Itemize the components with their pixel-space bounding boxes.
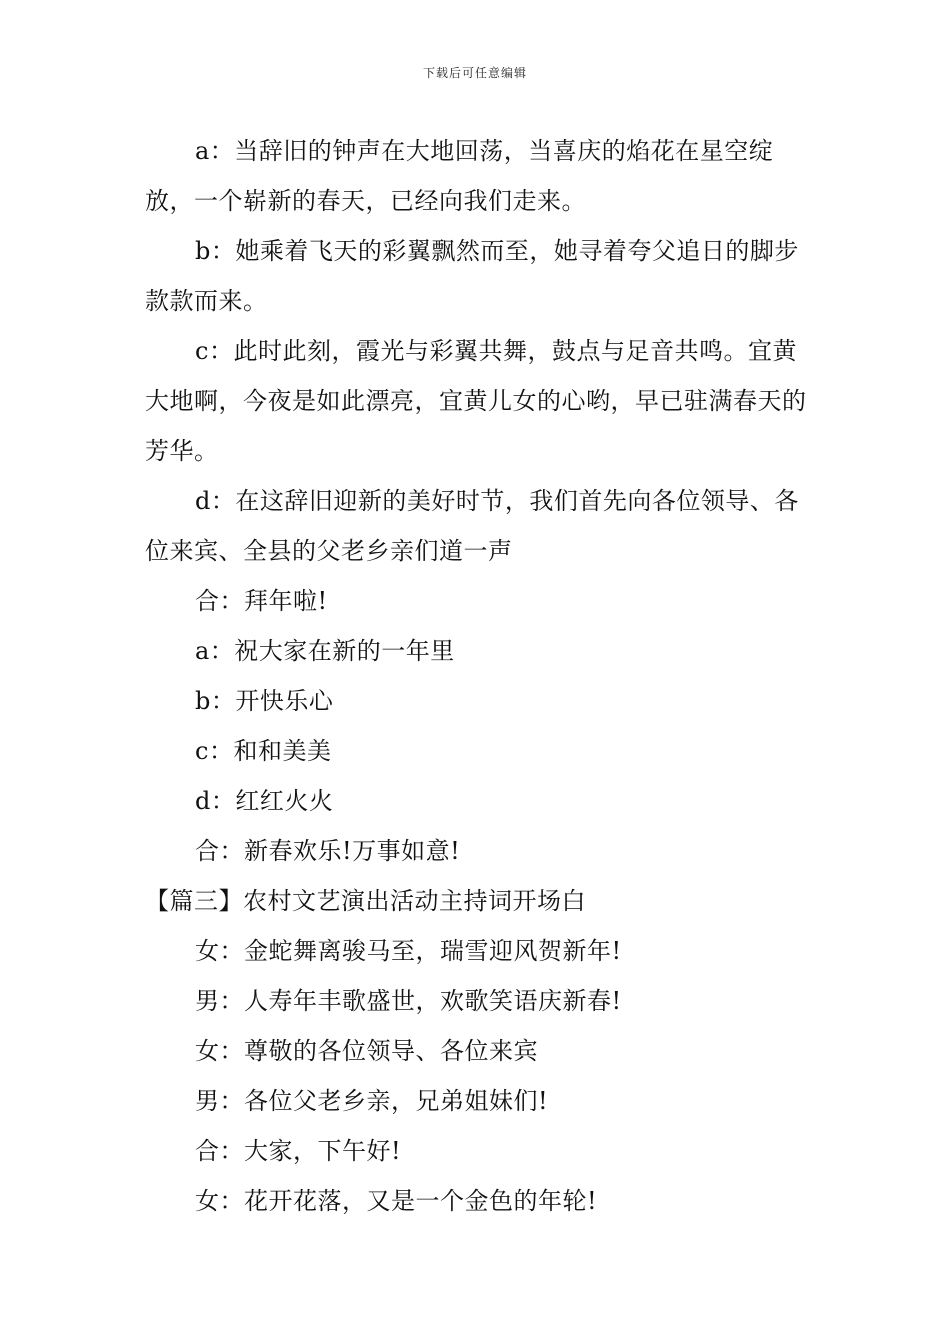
paragraph: 女：金蛇舞离骏马至，瑞雪迎风贺新年! xyxy=(195,937,622,965)
paragraph: c：和和美美 xyxy=(195,737,332,765)
paragraph: d：红红火火 xyxy=(195,787,334,815)
page-header: 下载后可任意编辑 xyxy=(422,66,527,80)
paragraph: 合：大家，下午好! xyxy=(195,1137,402,1165)
paragraph: b：开快乐心 xyxy=(195,687,334,715)
paragraph: d：在这辞旧迎新的美好时节，我们首先向各位领导、各位来宾、全县的父老乡亲们道一声 xyxy=(145,487,799,565)
paragraph: b：她乘着飞天的彩翼飘然而至，她寻着夸父追日的脚步款款而来。 xyxy=(145,237,799,315)
section-heading: 【篇三】农村文艺演出活动主持词开场白 xyxy=(145,887,586,915)
paragraph: 合：新春欢乐!万事如意! xyxy=(195,837,461,865)
paragraph: a：祝大家在新的一年里 xyxy=(195,637,455,665)
paragraph: a：当辞旧的钟声在大地回荡，当喜庆的焰花在星空绽放，一个崭新的春天，已经向我们走来。 xyxy=(145,137,774,215)
paragraph: 男：各位父老乡亲，兄弟姐妹们! xyxy=(195,1087,549,1115)
paragraph: 女：尊敬的各位领导、各位来宾 xyxy=(195,1037,538,1065)
paragraph: 男：人寿年丰歌盛世，欢歌笑语庆新春! xyxy=(195,987,622,1015)
document-body xyxy=(145,126,807,1226)
paragraph: 女：花开花落，又是一个金色的年轮! xyxy=(195,1187,598,1215)
paragraph: 合：拜年啦! xyxy=(195,587,328,615)
paragraph: c：此时此刻，霞光与彩翼共舞，鼓点与足音共鸣。宜黄大地啊，今夜是如此漂亮，宜黄儿女的心哟，早已驻满春天的芳华。 xyxy=(145,337,807,465)
